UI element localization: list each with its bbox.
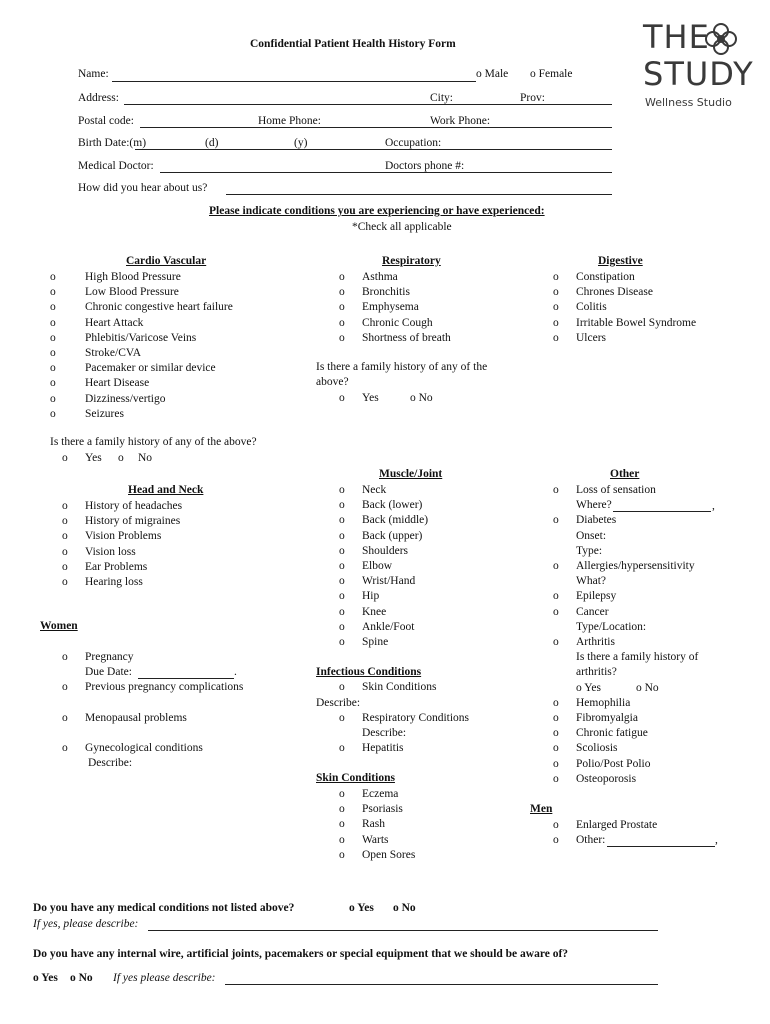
muscle-item[interactable]: Knee: [362, 605, 387, 618]
skin-item[interactable]: Open Sores: [362, 848, 416, 861]
bullet: o: [50, 377, 56, 390]
other-item[interactable]: Fibromyalgia: [576, 712, 638, 724]
other-item: What?: [576, 575, 607, 588]
arthritis-family-no[interactable]: o No: [636, 682, 659, 694]
skin-heading: Skin Conditions: [316, 772, 395, 784]
bullet: o: [62, 560, 68, 573]
bullet: o: [339, 818, 345, 831]
bullet: o: [553, 590, 559, 603]
skin-item[interactable]: Rash: [362, 818, 385, 831]
bullet: o: [339, 742, 345, 754]
q1-text: Do you have any medical conditions not listed above?: [33, 902, 295, 914]
bullet: o: [339, 529, 345, 542]
bullet: o: [553, 742, 559, 755]
head-item[interactable]: Vision Problems: [85, 530, 162, 543]
bullet: o: [50, 347, 56, 359]
men-other-item[interactable]: Other:: [576, 834, 606, 846]
bullet: o: [553, 757, 559, 770]
muscle-item[interactable]: Shoulders: [362, 544, 408, 557]
bullet: o: [339, 803, 345, 816]
bullet: o: [118, 452, 124, 464]
cardio-family-no[interactable]: No: [138, 452, 153, 464]
bullet: o: [339, 331, 345, 344]
bullet: o: [553, 727, 559, 740]
bullet: o: [339, 484, 345, 496]
muscle-item[interactable]: Wrist/Hand: [362, 575, 416, 588]
home-phone-label: Home Phone:: [258, 115, 321, 127]
bullet: o: [553, 712, 559, 724]
q2-yes[interactable]: o Yes: [33, 972, 58, 984]
bullet: o: [339, 544, 345, 557]
cardio-item[interactable]: Stroke/CVA: [85, 347, 142, 359]
dig-item[interactable]: Irritable Bowel Syndrome: [576, 316, 697, 329]
prov-label: Prov:: [520, 92, 545, 104]
bullet: o: [553, 819, 559, 831]
muscle-item[interactable]: Elbow: [362, 560, 393, 572]
respiratory-describe: Describe:: [362, 727, 407, 739]
women-heading: Women: [40, 620, 78, 632]
cardio-family-yes[interactable]: Yes: [85, 452, 102, 464]
address-label: Address:: [78, 92, 119, 104]
logo-line-1: THE: [643, 18, 710, 56]
bullet: o: [553, 301, 559, 314]
q1-yes[interactable]: o Yes: [349, 902, 374, 914]
other-item[interactable]: Epilepsy: [576, 590, 617, 603]
other-item[interactable]: Polio/Post Polio: [576, 757, 651, 770]
bullet: o: [553, 316, 559, 329]
bullet: o: [339, 848, 345, 861]
resp-item[interactable]: Emphysema: [362, 301, 419, 314]
digestive-heading: Digestive: [598, 255, 643, 267]
bullet: o: [339, 712, 345, 724]
muscle-item[interactable]: Hip: [362, 590, 380, 603]
bullet: o: [50, 301, 56, 314]
bullet: o: [339, 620, 345, 633]
cardio-item[interactable]: Phlebitis/Varicose Veins: [85, 331, 197, 344]
bullet: o: [62, 500, 68, 512]
bullet: o: [553, 834, 559, 846]
resp-item[interactable]: Bronchitis: [362, 286, 410, 299]
gynecological-describe: Describe:: [88, 757, 133, 769]
cardio-item[interactable]: Chronic congestive heart failure: [85, 301, 233, 314]
men-other-comma: ,: [715, 834, 718, 846]
enlarged-prostate-item[interactable]: Enlarged Prostate: [576, 819, 658, 831]
birth-date-field[interactable]: [135, 149, 612, 150]
skin-conditions-item[interactable]: Skin Conditions: [362, 681, 437, 693]
bullet: o: [339, 499, 345, 512]
q2-text: Do you have any internal wire, artificial joints, pacemakers or special equipment that we should be aware of?: [33, 948, 569, 960]
medical-doctor-label: Medical Doctor:: [78, 160, 154, 172]
other-item[interactable]: Scoliosis: [576, 742, 618, 755]
resp-family-yes[interactable]: Yes: [362, 392, 379, 404]
logo-line-2: STUDY: [643, 55, 754, 93]
logo-tagline: Wellness Studio: [645, 96, 732, 109]
check-all-note: *Check all applicable: [352, 221, 452, 233]
bullet: o: [339, 560, 345, 572]
bullet: o: [62, 651, 68, 663]
muscle-item[interactable]: Ankle/Foot: [362, 620, 415, 633]
where-field[interactable]: [613, 511, 711, 512]
bullet: o: [50, 407, 56, 420]
bullet: o: [553, 560, 559, 572]
flower-icon: [704, 22, 738, 56]
men-other-field[interactable]: [607, 846, 715, 847]
infectious-describe: Describe:: [316, 697, 361, 709]
dig-item[interactable]: Colitis: [576, 301, 607, 314]
cardio-family-question: Is there a family history of any of the above?: [50, 436, 257, 448]
cardio-item[interactable]: Heart Disease: [85, 377, 150, 390]
due-date-period: .: [234, 666, 237, 678]
bullet: o: [339, 316, 345, 329]
cardio-item[interactable]: High Blood Pressure: [85, 271, 181, 283]
respiratory-conditions-item[interactable]: Respiratory Conditions: [362, 712, 470, 724]
q1-no[interactable]: o No: [393, 902, 416, 914]
cardio-item[interactable]: Low Blood Pressure: [85, 286, 179, 299]
q2-describe-field[interactable]: [225, 984, 658, 985]
bullet: o: [553, 772, 559, 785]
other-item[interactable]: Arthritis: [576, 636, 615, 648]
form-title: Confidential Patient Health History Form: [250, 38, 456, 50]
muscle-item[interactable]: Back (middle): [362, 514, 429, 527]
q2-no[interactable]: o No: [70, 972, 93, 984]
other-item[interactable]: Loss of sensation: [576, 484, 656, 496]
bullet: o: [553, 484, 559, 496]
bullet: o: [553, 331, 559, 344]
where-comma: ,: [712, 500, 715, 512]
skin-item[interactable]: Eczema: [362, 788, 399, 800]
other-item: arthritis?: [576, 666, 617, 679]
resp-family-question-1: Is there a family history of any of the: [316, 361, 488, 373]
bullet: o: [339, 392, 345, 404]
infectious-heading: Infectious Conditions: [316, 666, 422, 678]
previous-pregnancy-item[interactable]: Previous pregnancy complications: [85, 681, 244, 693]
muscle-item[interactable]: Neck: [362, 484, 387, 496]
bullet: o: [339, 681, 345, 693]
dig-item[interactable]: Ulcers: [576, 331, 607, 344]
bullet: o: [339, 286, 345, 299]
bullet: o: [50, 392, 56, 405]
female-option[interactable]: o Female: [530, 68, 573, 80]
due-date-label: Due Date:: [85, 666, 132, 678]
muscle-item[interactable]: Back (lower): [362, 499, 423, 512]
bullet: o: [50, 271, 56, 283]
name-label: Name:: [78, 68, 109, 80]
bullet: o: [553, 605, 559, 618]
address-field[interactable]: [124, 104, 612, 105]
muscle-joint-heading: Muscle/Joint: [379, 468, 443, 480]
other-item[interactable]: Osteoporosis: [576, 772, 637, 785]
men-heading: Men: [530, 803, 553, 815]
postal-code-label: Postal code:: [78, 115, 134, 127]
skin-item[interactable]: Warts: [362, 833, 389, 846]
bullet: o: [553, 286, 559, 299]
bullet: o: [339, 833, 345, 846]
bullet: o: [339, 301, 345, 314]
birth-year-label: (y): [294, 137, 308, 149]
hear-about-label: How did you hear about us?: [78, 182, 208, 194]
resp-item[interactable]: Asthma: [362, 271, 398, 283]
dig-item[interactable]: Constipation: [576, 271, 635, 283]
head-item[interactable]: History of migraines: [85, 515, 181, 528]
bullet: o: [50, 362, 56, 375]
due-date-field[interactable]: [138, 678, 234, 679]
bullet: o: [553, 514, 559, 527]
bullet: o: [339, 605, 345, 618]
medical-doctor-field[interactable]: [160, 172, 612, 173]
name-field[interactable]: [112, 81, 476, 82]
skin-item[interactable]: Psoriasis: [362, 803, 403, 816]
occupation-label: Occupation:: [385, 137, 442, 149]
muscle-item[interactable]: Spine: [362, 636, 389, 648]
bullet: o: [62, 742, 68, 754]
resp-family-question-2: above?: [316, 376, 349, 388]
bullet: o: [62, 712, 68, 724]
work-phone-label: Work Phone:: [430, 115, 491, 127]
bullet: o: [339, 636, 345, 648]
bullet: o: [62, 515, 68, 528]
doctors-phone-label: Doctors phone #:: [385, 160, 465, 172]
bullet: o: [62, 530, 68, 543]
bullet: o: [339, 590, 345, 603]
bullet: o: [62, 545, 68, 558]
bullet: o: [339, 788, 345, 800]
bullet: o: [339, 575, 345, 588]
bullet: o: [50, 316, 56, 329]
head-item[interactable]: Hearing loss: [85, 576, 143, 588]
postal-code-field[interactable]: [140, 127, 612, 128]
arthritis-family-yes[interactable]: o Yes: [576, 682, 601, 694]
dig-item[interactable]: Chrones Disease: [576, 286, 653, 299]
menopausal-item[interactable]: Menopausal problems: [85, 712, 187, 724]
city-label: City:: [430, 92, 454, 104]
head-item[interactable]: Vision loss: [85, 545, 136, 558]
bullet: o: [62, 576, 68, 588]
other-item: Type:: [576, 544, 603, 557]
bullet: o: [339, 271, 345, 283]
cardio-item[interactable]: Dizziness/vertigo: [85, 392, 166, 405]
q1-describe-field[interactable]: [148, 930, 658, 931]
bullet: o: [62, 681, 68, 693]
bullet: o: [339, 514, 345, 527]
gynecological-item[interactable]: Gynecological conditions: [85, 742, 203, 754]
bullet: o: [553, 636, 559, 648]
male-option[interactable]: o Male: [476, 68, 509, 80]
resp-item[interactable]: Shortness of breath: [362, 331, 451, 344]
birth-date-label: Birth Date:(m): [78, 137, 147, 149]
other-heading: Other: [610, 468, 640, 480]
muscle-item[interactable]: Back (upper): [362, 529, 423, 542]
birth-day-label: (d): [205, 137, 219, 149]
q2-describe-label: If yes please describe:: [113, 972, 216, 984]
head-neck-heading: Head and Neck: [128, 484, 204, 496]
bullet: o: [553, 696, 559, 709]
head-item[interactable]: Ear Problems: [85, 560, 148, 573]
bullet: o: [50, 331, 56, 344]
other-item: Type/Location:: [576, 620, 647, 633]
cardio-heading: Cardio Vascular: [126, 255, 207, 267]
other-item[interactable]: Diabetes: [576, 514, 617, 527]
bullet: o: [62, 452, 68, 464]
cardio-item[interactable]: Pacemaker or similar device: [85, 362, 216, 375]
other-item[interactable]: Allergies/hypersensitivity: [576, 560, 695, 572]
other-item[interactable]: Hemophilia: [576, 696, 631, 709]
resp-family-no[interactable]: o No: [410, 392, 433, 404]
hear-about-field[interactable]: [226, 194, 612, 195]
respiratory-heading: Respiratory: [382, 255, 441, 267]
other-item[interactable]: Cancer: [576, 605, 609, 618]
pregnancy-item[interactable]: Pregnancy: [85, 651, 134, 663]
q1-describe-label: If yes, please describe:: [33, 918, 139, 930]
head-item[interactable]: History of headaches: [85, 500, 183, 512]
hepatitis-item[interactable]: Hepatitis: [362, 742, 404, 754]
bullet: o: [553, 271, 559, 283]
other-item[interactable]: Chronic fatigue: [576, 727, 648, 740]
cardio-item[interactable]: Seizures: [85, 407, 124, 420]
cardio-item[interactable]: Heart Attack: [85, 316, 144, 329]
other-item: Onset:: [576, 529, 607, 542]
bullet: o: [50, 286, 56, 299]
instruction-heading: Please indicate conditions you are experiencing or have experienced:: [209, 205, 545, 217]
resp-item[interactable]: Chronic Cough: [362, 316, 433, 329]
other-item: Is there a family history of: [576, 651, 699, 664]
other-item: Where?: [576, 499, 612, 512]
